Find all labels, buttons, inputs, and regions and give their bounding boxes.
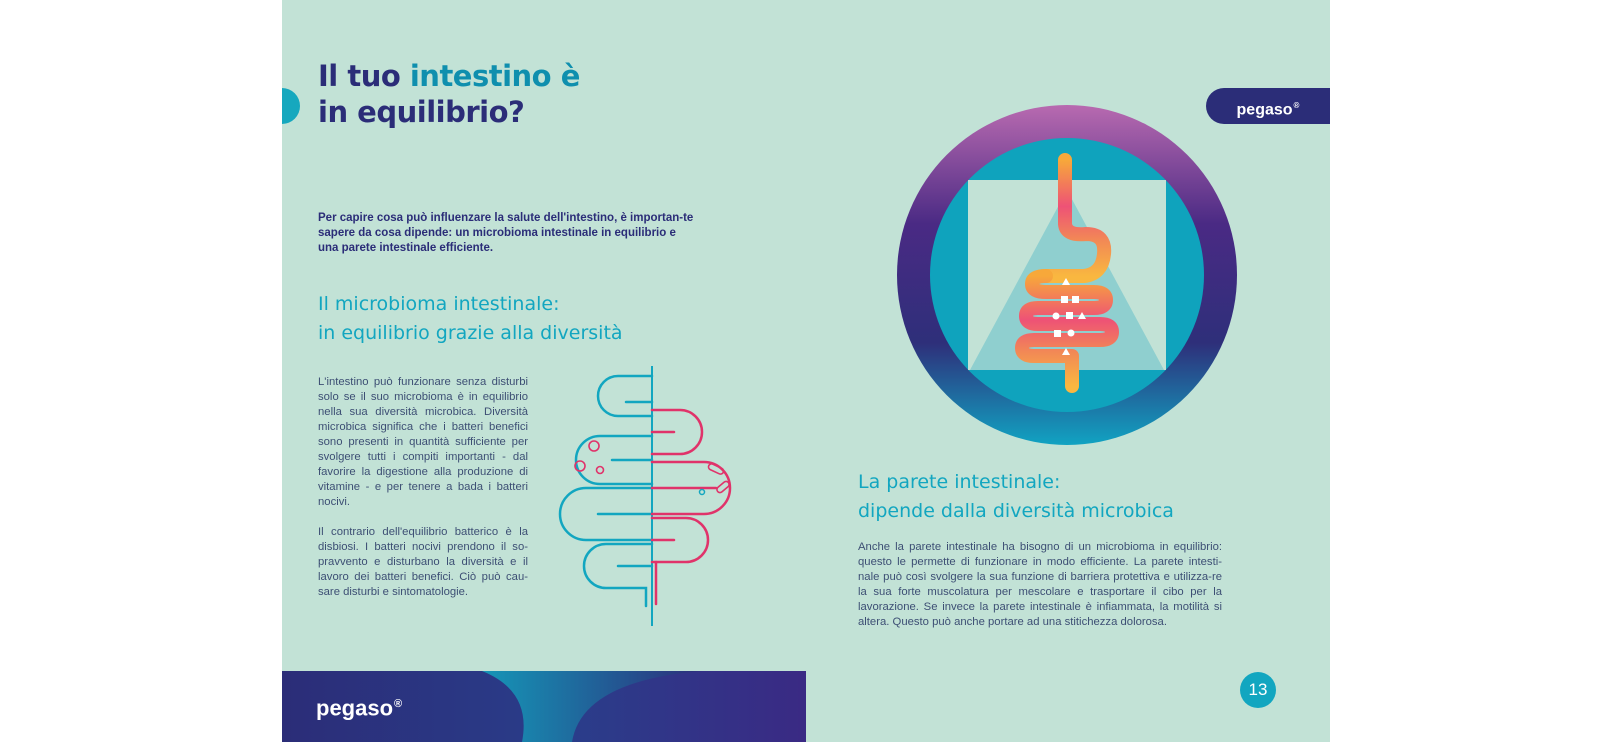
- microbe-dot: [700, 490, 705, 495]
- brand-pill-text: pegaso: [1236, 101, 1293, 119]
- intestinal-wall-heading-line1: La parete intestinale:: [858, 471, 1061, 493]
- registered-mark: ®: [1293, 101, 1300, 110]
- title-accent: intestino è: [409, 59, 580, 93]
- title-word: Il tuo: [318, 59, 410, 93]
- left-tab-marker: [282, 88, 300, 124]
- intestine-line-illustration: [546, 366, 758, 626]
- microbiome-heading-line2: in equilibrio grazie alla diversità: [318, 322, 623, 344]
- dysbiosis-intestine: [652, 410, 730, 604]
- intestinal-wall-heading: [858, 468, 1174, 526]
- microbiome-paragraph-2: Il contrario dell'equilibrio batterico è la disbiosi. I batteri nocivi prendono il so-pravvento e disturbano la diversità e il lavoro dei batteri benefici. Ciò può cau-sare disturbi e sintomatologie.: [318, 526, 528, 598]
- healthy-intestine: [560, 376, 652, 606]
- footer-band: [282, 671, 806, 742]
- brochure-page-spread: [282, 0, 1330, 742]
- page-number-badge: 13: [1240, 672, 1276, 708]
- microbiome-heading-line1: Il microbioma intestinale:: [318, 293, 560, 315]
- intestinal-wall-paragraph: Anche la parete intestinale ha bisogno di un microbioma in equilibrio: questo le permette di funzionare in modo efficiente. La parete intesti-nale può così svolgere la sua funzione di barriera protettiva e utilizza-re la sua forte muscolatura per mescolare e trasportare il cibo per la lavorazione. Se invece la parete intestinale è infiammata, la motilità si altera. Questo può anche portare ad una stitichezza dolorosa.: [858, 541, 1222, 628]
- intro-paragraph: Per capire cosa può influenzare la salute dell'intestino, è importan-te sapere da cosa dipende: un microbioma intestinale in equilibrio e una parete intestinale efficiente.: [318, 212, 694, 254]
- footer-brand-text: pegaso: [316, 695, 394, 721]
- page-title: [318, 58, 580, 130]
- footer-registered-mark: ®: [394, 698, 403, 710]
- footer-brand: [316, 689, 402, 723]
- brand-pill: [1206, 88, 1330, 124]
- title-line2: in equilibrio?: [318, 95, 525, 129]
- intestinal-wall-heading-line2: dipende dalla diversità microbica: [858, 500, 1174, 522]
- digestive-system-illustration: [896, 104, 1238, 446]
- microbiome-paragraph-1: L'intestino può funzionare senza disturbi solo se il suo microbioma è in equilibrio nella sua diversità microbica. Diversità microbica significa che i batteri benefici sono presenti in quantità sufficiente per svolgere tutti i compiti importanti - dal favorire la digestione alla produzione di vitamine - e per tenere a bada i batteri nocivi.: [318, 376, 528, 508]
- microbiome-heading: [318, 290, 623, 348]
